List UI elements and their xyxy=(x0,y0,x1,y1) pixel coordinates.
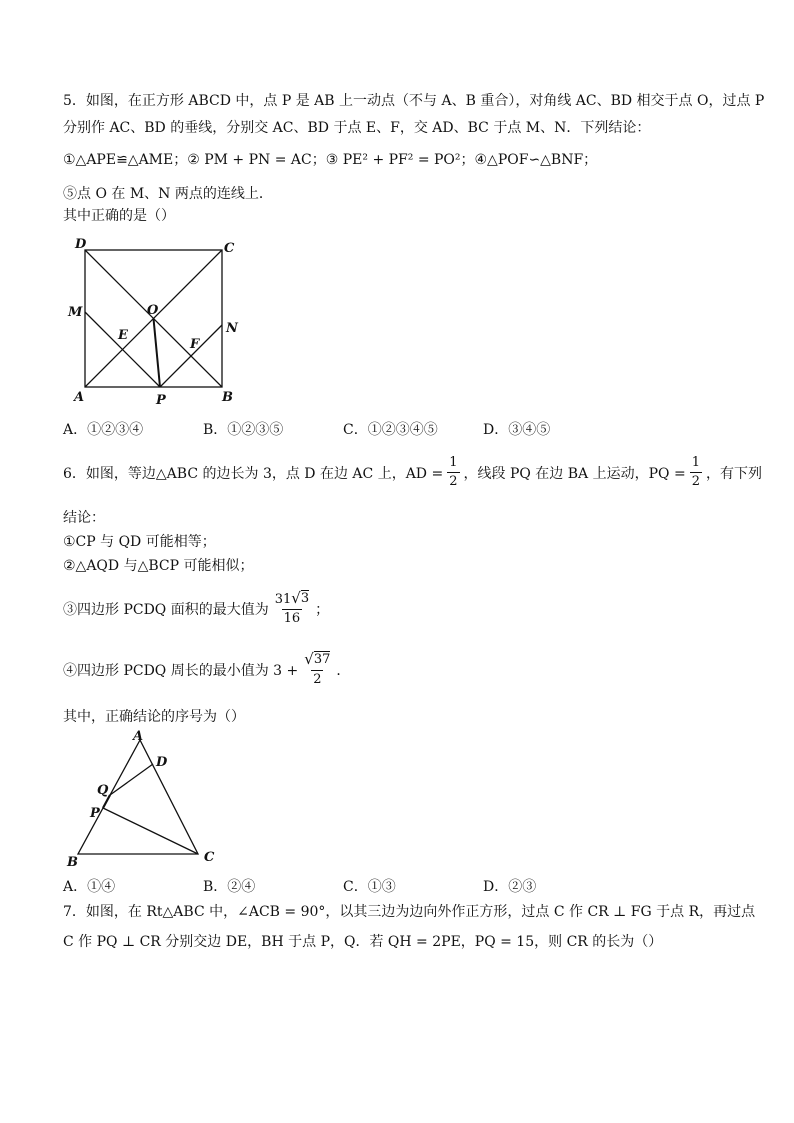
q5-label-c: C xyxy=(224,241,235,256)
q6-fraction-ad xyxy=(447,455,459,490)
q6-triangle-figure xyxy=(60,728,230,868)
q5-conclusions: ①△APE≌△AME；② PM + PN = AC；③ PE² + PF² = PO²；④△POF∽△BNF； xyxy=(63,152,598,168)
q6-area-coef: 31 xyxy=(274,592,292,607)
q6-frac-ad-den: 2 xyxy=(449,474,458,489)
q6-conclusion-2: ②△AQD 与△BCP 可能相似； xyxy=(63,558,254,574)
q6-fraction-area xyxy=(273,590,311,627)
q5-label-b: B xyxy=(222,390,233,405)
q6-stem-a: 6．如图，等边△ABC 的边长为 3，点 D 在边 AC 上，AD = xyxy=(63,465,444,482)
q5-label-o: O xyxy=(147,303,159,318)
q5-option-a[interactable]: A．①②③④ xyxy=(63,422,144,438)
q6-perimeter-numerator xyxy=(302,651,332,670)
q5-question: 其中正确的是（） xyxy=(63,208,175,224)
q6-perimeter-den: 2 xyxy=(313,672,322,687)
q5-option-c[interactable]: C．①②③④⑤ xyxy=(343,422,438,438)
q6-fraction-pq xyxy=(690,455,702,490)
q6-conclusion-4-text: ④四边形 PCDQ 周长的最小值为 3 + xyxy=(63,662,299,679)
q5-label-d: D xyxy=(75,237,87,252)
q6-label-a: A xyxy=(133,729,144,744)
q5-stem-line2: 分别作 AC、BD 的垂线，分别交 AC、BD 于点 E、F，交 AD、BC 于点 M、N．下列结论： xyxy=(63,120,651,136)
q6-label-p: P xyxy=(90,806,100,821)
q5-label-a: A xyxy=(74,390,85,405)
q6-stem-c: ，有下列 xyxy=(705,465,762,482)
q5-square-figure xyxy=(60,232,250,412)
sqrt-symbol: √ 3 xyxy=(291,589,310,607)
q6-conclusion-4 xyxy=(63,651,350,688)
q5-label-e: E xyxy=(118,328,128,343)
q5-label-n: N xyxy=(226,321,238,336)
q6-conclusion-3 xyxy=(63,590,329,627)
q5-label-f: F xyxy=(190,337,200,352)
q5-label-p: P xyxy=(156,393,166,408)
triangle-abc xyxy=(78,740,198,854)
q5-option-d[interactable]: D．③④⑤ xyxy=(483,422,551,438)
q6-frac-pq-den: 2 xyxy=(691,474,700,489)
q6-question: 其中，正确结论的序号为（） xyxy=(63,709,245,725)
q5-conclusion-5: ⑤点 O 在 M、N 两点的连线上． xyxy=(63,186,273,202)
sqrt-symbol: √ 37 xyxy=(304,650,331,668)
q6-label-d: D xyxy=(156,755,168,770)
q7-stem-line2: C 作 PQ ⊥ CR 分别交边 DE，BH 于点 P，Q．若 QH = 2PE，PQ = 15，则 CR 的长为（） xyxy=(63,934,663,950)
q5-stem-line1: 5．如图，在正方形 ABCD 中，点 P 是 AB 上一动点（不与 A、B 重合），对角线 AC、BD 相交于点 O，过点 P xyxy=(63,93,765,109)
q6-stem xyxy=(63,455,762,490)
q6-perimeter-radicand: 37 xyxy=(313,652,331,667)
q6-conclusion-4-end: ． xyxy=(336,662,351,679)
q5-option-b[interactable]: B．①②③⑤ xyxy=(203,422,284,438)
q7-stem-line1: 7．如图，在 Rt△ABC 中，∠ACB = 90°，以其三边为边向外作正方形，过点 C 作 CR ⊥ FG 于点 R，再过点 xyxy=(63,904,756,920)
q6-area-radicand: 3 xyxy=(300,591,310,606)
q6-label-b: B xyxy=(67,855,78,868)
q6-area-den: 16 xyxy=(283,611,301,626)
q6-frac-pq-num: 1 xyxy=(691,455,700,470)
segment-pc xyxy=(103,808,198,854)
q6-option-a[interactable]: A．①④ xyxy=(63,879,116,895)
q6-conclusion-3-end: ； xyxy=(315,601,330,618)
q6-label-q: Q xyxy=(97,783,109,798)
q6-option-d[interactable]: D．②③ xyxy=(483,879,537,895)
q6-option-c[interactable]: C．①③ xyxy=(343,879,396,895)
q6-label-c: C xyxy=(204,850,215,865)
segment-dq xyxy=(110,764,153,795)
q6-frac-ad-num: 1 xyxy=(449,455,458,470)
q6-fraction-perimeter xyxy=(302,651,332,688)
q6-stem-b: ，线段 PQ 在边 BA 上运动，PQ = xyxy=(463,465,686,482)
segment-po xyxy=(154,319,161,388)
q5-label-m: M xyxy=(68,305,83,320)
q6-area-numerator xyxy=(273,590,311,609)
q6-conclusion-1: ①CP 与 QD 可能相等； xyxy=(63,534,216,550)
q6-conclusions-label: 结论： xyxy=(63,510,105,526)
q6-conclusion-3-text: ③四边形 PCDQ 面积的最大值为 xyxy=(63,601,269,618)
q6-option-b[interactable]: B．②④ xyxy=(203,879,256,895)
